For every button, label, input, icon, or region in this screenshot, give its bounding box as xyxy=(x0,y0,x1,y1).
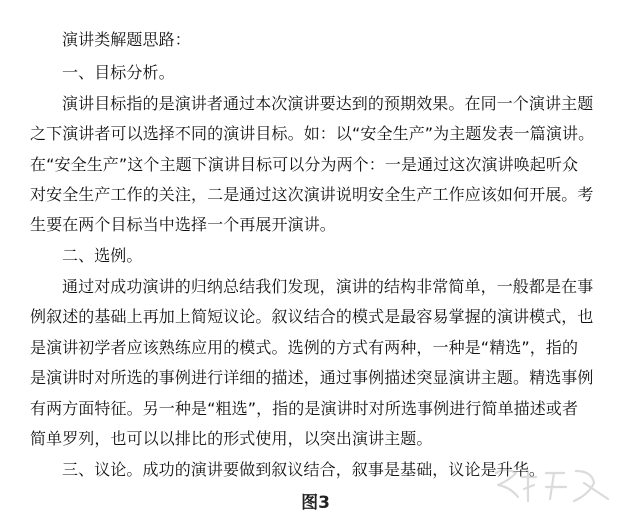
paragraph-line: 是演讲时对所选的事例进行详细的描述，通过事例描述突显演讲主题。精选事例 xyxy=(30,368,594,387)
section-heading: 二、选例。 xyxy=(62,246,143,265)
figure-caption: 图3 xyxy=(301,493,330,513)
paragraph-line: 演讲目标指的是演讲者通过本次演讲要达到的预期效果。在同一个演讲主题 xyxy=(62,94,594,113)
paragraph-line: 简单罗列，也可以以排比的形式使用，以突出演讲主题。 xyxy=(30,429,433,448)
section-heading: 演讲类解题思路： xyxy=(62,30,191,49)
paragraph-line: 对安全生产工作的关注，二是通过这次演讲说明安全生产工作应该如何开展。考 xyxy=(30,185,594,204)
paragraph-line: 在“安全生产”这个主题下演讲目标可以分为两个：一是通过这次演讲唤起听众 xyxy=(30,155,579,174)
paragraph-line: 之下演讲者可以选择不同的演讲目标。如：以“安全生产”为主题发表一篇演讲。 xyxy=(30,124,595,143)
paragraph-line: 是演讲初学者应该熟练应用的模式。选例的方式有两种，一种是“精选”，指的 xyxy=(30,338,579,357)
paragraph-line: 例叙述的基础上再加上简短议论。叙议结合的模式是最容易掌握的演讲模式，也 xyxy=(30,307,594,326)
paragraph-line: 有两方面特征。另一种是“粗选”，指的是演讲时对所选事例进行简单描述或者 xyxy=(30,399,579,418)
paragraph-line: 通过对成功演讲的归纳总结我们发现，演讲的结构非常简单，一般都是在事 xyxy=(62,277,594,296)
section-heading: 三、议论。成功的演讲要做到叙议结合，叙事是基础，议论是升华。 xyxy=(62,460,546,479)
section-heading: 一、目标分析。 xyxy=(62,63,175,82)
paragraph-line: 生要在两个目标当中选择一个再展开演讲。 xyxy=(30,215,336,234)
